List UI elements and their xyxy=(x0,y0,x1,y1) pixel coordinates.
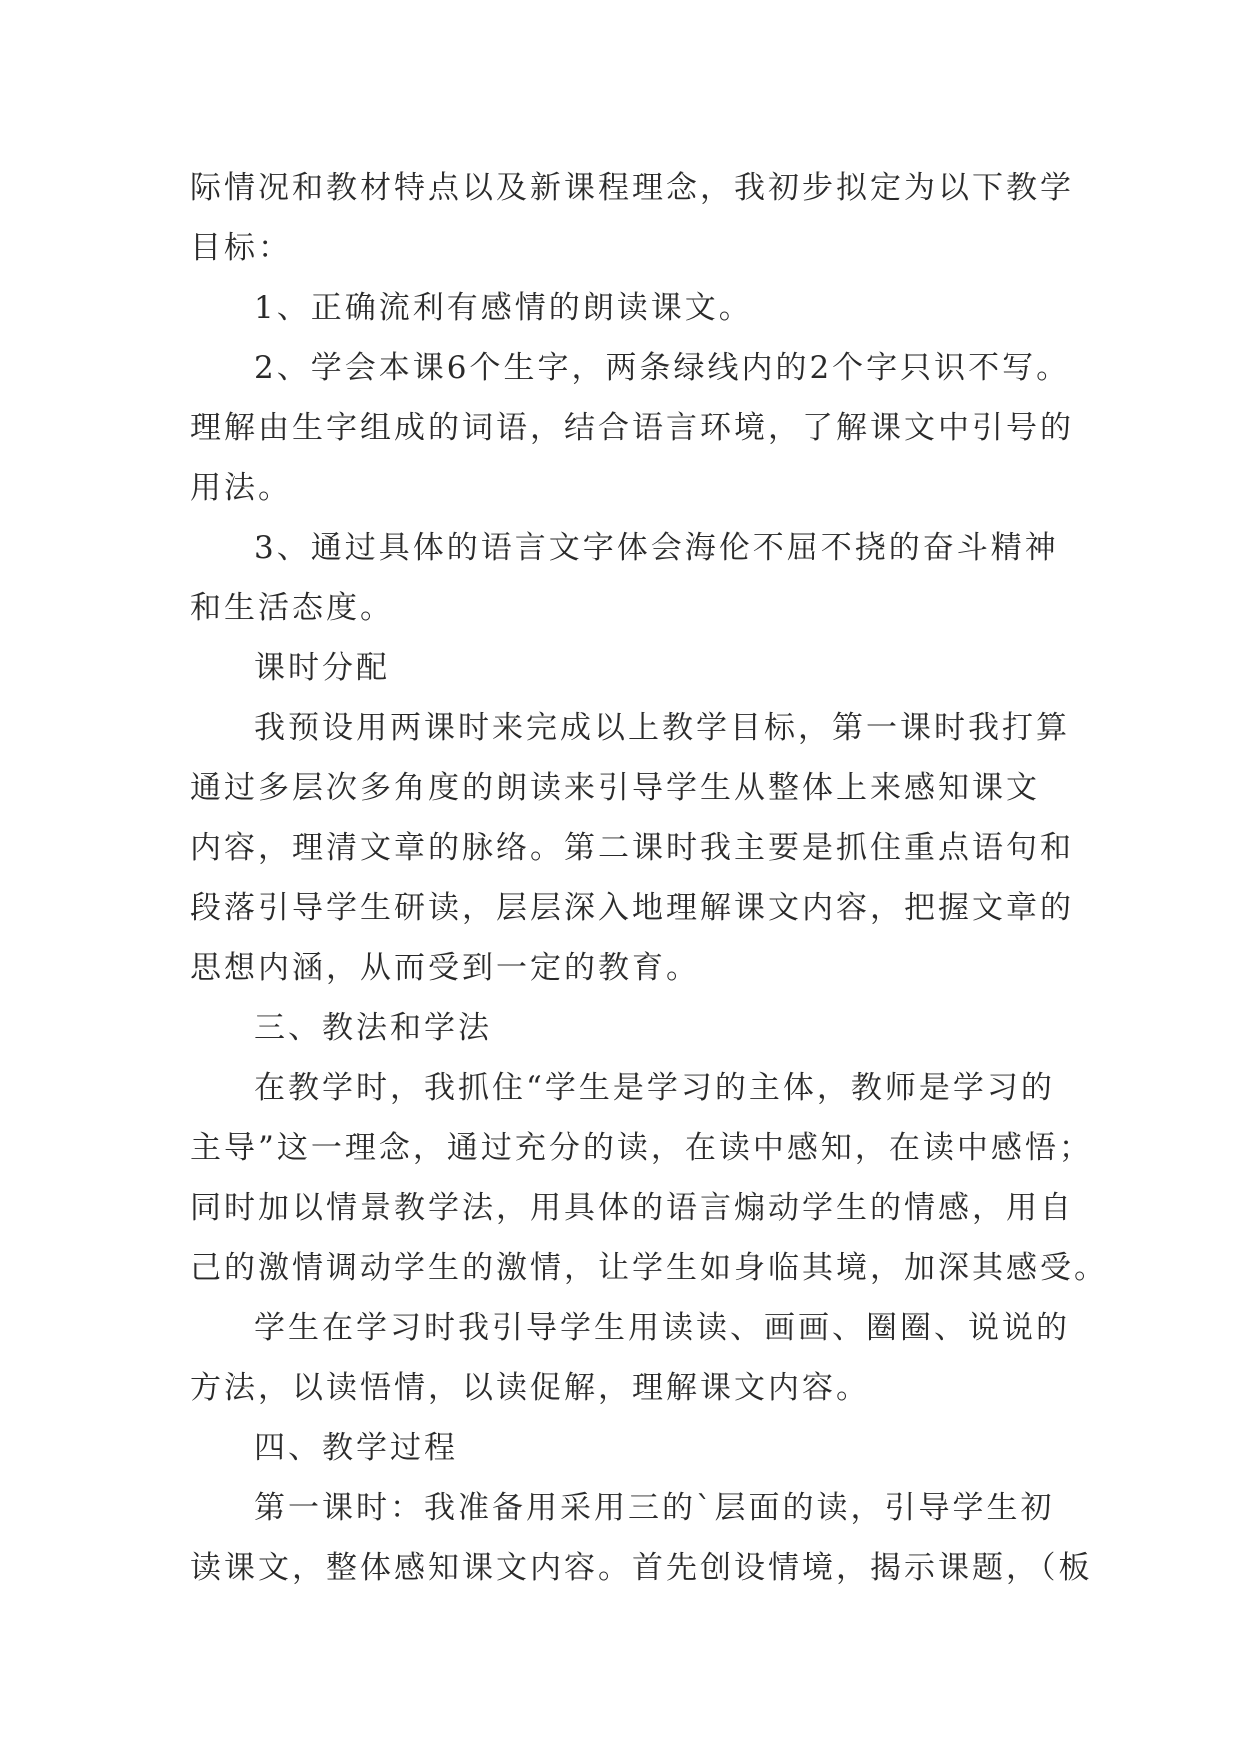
paragraph-start: 学生在学习时我引导学生用读读、画画、圈圈、说说的 xyxy=(254,1310,1070,1346)
paragraph-start: 第一课时：我准备用采用三的`层面的读，引导学生初 xyxy=(254,1490,1055,1526)
text-line: 内容，理清文章的脉络。第二课时我主要是抓住重点语句和 xyxy=(190,830,1074,866)
text-line: 际情况和教材特点以及新课程理念，我初步拟定为以下教学 xyxy=(190,170,1074,206)
text-line: 通过多层次多角度的朗读来引导学生从整体上来感知课文 xyxy=(190,770,1040,806)
section-heading: 四、教学过程 xyxy=(254,1430,458,1466)
text-line: 己的激情调动学生的激情，让学生如身临其境，加深其感受。 xyxy=(190,1250,1108,1286)
text-line: 和生活态度。 xyxy=(190,590,394,626)
text-line: 理解由生字组成的词语，结合语言环境，了解课文中引号的 xyxy=(190,410,1074,446)
text-line: 思想内涵，从而受到一定的教育。 xyxy=(190,950,700,986)
goal-item-2: 2、学会本课6个生字，两条绿线内的2个字只识不写。 xyxy=(254,350,1071,386)
text-line: 读课文，整体感知课文内容。首先创设情境，揭示课题，（板 xyxy=(190,1550,1093,1586)
paragraph-start: 在教学时，我抓住“学生是学习的主体，教师是学习的 xyxy=(254,1070,1055,1106)
text-line: 段落引导学生研读，层层深入地理解课文内容，把握文章的 xyxy=(190,890,1074,926)
text-line: 主导”这一理念，通过充分的读，在读中感知，在读中感悟； xyxy=(190,1130,1093,1166)
section-heading: 三、教法和学法 xyxy=(254,1010,492,1046)
text-line: 同时加以情景教学法，用具体的语言煽动学生的情感，用自 xyxy=(190,1190,1074,1226)
goal-item-1: 1、正确流利有感情的朗读课文。 xyxy=(254,290,753,326)
text-line: 方法，以读悟情，以读促解，理解课文内容。 xyxy=(190,1370,870,1406)
text-line: 用法。 xyxy=(190,470,292,506)
goal-item-3: 3、通过具体的语言文字体会海伦不屈不挠的奋斗精神 xyxy=(254,530,1059,566)
paragraph-start: 我预设用两课时来完成以上教学目标，第一课时我打算 xyxy=(254,710,1070,746)
text-line: 目标： xyxy=(190,230,292,266)
section-heading: 课时分配 xyxy=(254,650,390,686)
document-body xyxy=(190,158,1108,1598)
